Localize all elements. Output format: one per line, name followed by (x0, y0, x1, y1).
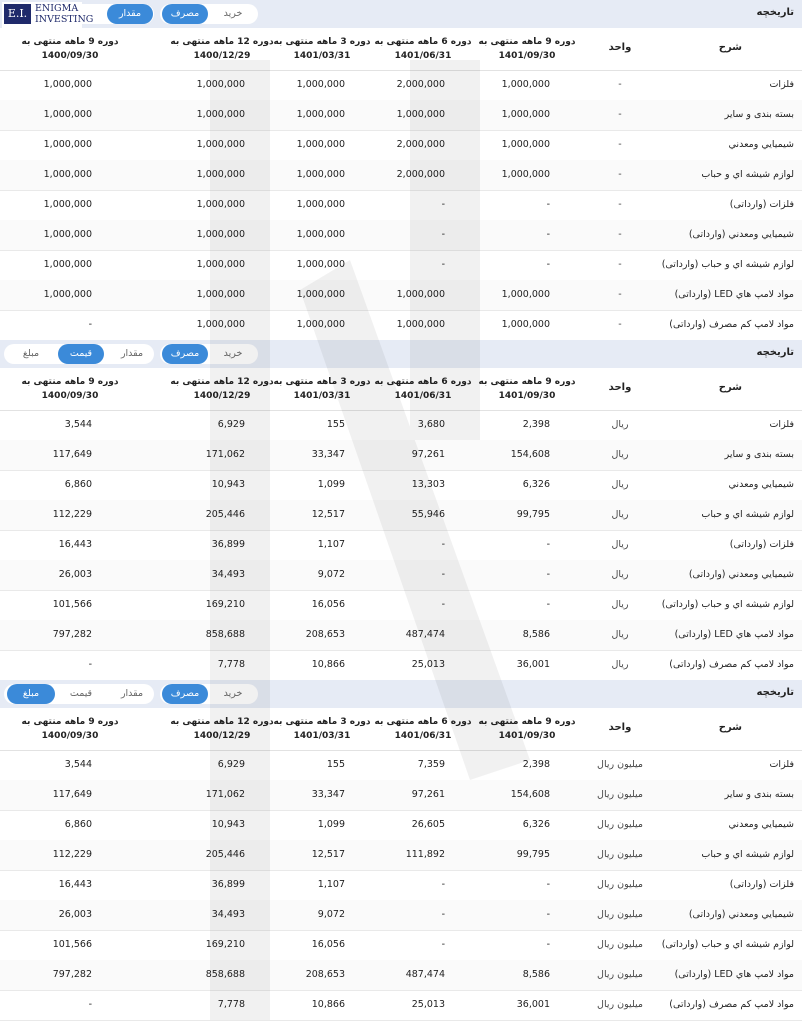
row-value: - (546, 199, 550, 210)
row-value: 858,688 (205, 969, 245, 980)
table-row (0, 130, 802, 161)
row-value: 10,866 (311, 999, 345, 1010)
row-value: 36,899 (211, 879, 245, 890)
table-header (0, 708, 802, 751)
row-value: 2,398 (522, 759, 550, 770)
row-value: 1,000,000 (43, 109, 92, 120)
col-period: دوره 9 ماهه منتهی به 1400/09/30 (21, 37, 119, 61)
row-value: 25,013 (411, 659, 445, 670)
tab-metric-2[interactable]: مبلغ (7, 684, 55, 704)
row-value: 97,261 (411, 449, 445, 460)
row-value: 1,000,000 (501, 139, 550, 150)
row-value: 797,282 (52, 969, 92, 980)
row-value: - (441, 539, 445, 550)
row-value: 797,282 (52, 629, 92, 640)
row-unit: میلیون ریال (597, 789, 643, 800)
col-period: دوره 6 ماهه منتهی به 1401/06/31 (374, 717, 472, 741)
row-value: 1,000,000 (196, 79, 245, 90)
type-toggle (160, 4, 258, 24)
row-desc: شيميايي ومعدني (728, 139, 794, 150)
type-toggle (160, 344, 258, 364)
panel-header (0, 0, 802, 28)
row-desc: شيميايي ومعدني (وارداتی) (688, 909, 794, 920)
row-value: - (546, 569, 550, 580)
history-panel (0, 680, 802, 1020)
row-value: 6,326 (522, 479, 550, 490)
row-value: 858,688 (205, 629, 245, 640)
tab-metric-2[interactable]: مبلغ (22, 348, 40, 359)
row-value: - (441, 939, 445, 950)
row-desc: لوازم شيشه اي و حباب (وارداتی) (661, 259, 794, 270)
row-desc: شيميايي ومعدني (وارداتی) (688, 229, 794, 240)
tab-type-1[interactable]: مصرف (162, 4, 208, 24)
row-desc: فلزات (769, 79, 794, 90)
row-unit: - (618, 259, 622, 270)
logo-mark: E.I. (4, 4, 31, 24)
row-value: - (441, 879, 445, 890)
row-unit: میلیون ریال (597, 879, 643, 890)
row-value: 1,000,000 (296, 109, 345, 120)
row-value: 34,493 (211, 569, 245, 580)
row-value: - (441, 599, 445, 610)
row-value: 26,003 (58, 909, 92, 920)
row-desc: شيميايي ومعدني (728, 479, 794, 490)
row-desc: مواد لامپ کم مصرف (وارداتی) (669, 659, 794, 670)
row-value: 55,946 (411, 509, 445, 520)
row-unit: ریال (611, 449, 629, 460)
row-value: 1,000,000 (196, 109, 245, 120)
row-value: 117,649 (52, 449, 92, 460)
row-value: 6,860 (64, 819, 92, 830)
col-period: دوره 12 ماهه منتهی به 1400/12/29 (170, 377, 274, 401)
row-value: 2,000,000 (396, 139, 445, 150)
table-row (0, 810, 802, 841)
row-value: 99,795 (516, 849, 550, 860)
row-value: 1,000,000 (501, 169, 550, 180)
row-value: 1,000,000 (296, 139, 345, 150)
table-row (0, 560, 802, 591)
col-period: دوره 9 ماهه منتهی به 1401/09/30 (478, 377, 576, 401)
row-value: 154,608 (510, 789, 550, 800)
table-row (0, 190, 802, 221)
col-period: دوره 9 ماهه منتهی به 1401/09/30 (478, 37, 576, 61)
row-unit: ریال (611, 629, 629, 640)
col-unit: واحد (608, 382, 632, 393)
col-period: دوره 6 ماهه منتهی به 1401/06/31 (374, 377, 472, 401)
row-value: 1,000,000 (501, 109, 550, 120)
row-value: 1,099 (317, 479, 345, 490)
row-unit: - (618, 169, 622, 180)
row-value: 1,000,000 (501, 289, 550, 300)
col-desc: شرح (718, 42, 742, 53)
row-value: 1,000,000 (43, 259, 92, 270)
row-desc: لوازم شيشه اي و حباب (وارداتی) (661, 599, 794, 610)
row-unit: ریال (611, 659, 629, 670)
row-value: 1,000,000 (196, 199, 245, 210)
row-value: 1,000,000 (196, 139, 245, 150)
row-value: 205,446 (205, 509, 245, 520)
row-desc: لوازم شيشه اي و حباب (701, 169, 794, 180)
logo (2, 2, 94, 28)
tab-type-0[interactable]: خرید (223, 688, 243, 699)
row-value: 208,653 (305, 969, 345, 980)
row-value: 6,860 (64, 479, 92, 490)
row-value: 169,210 (205, 939, 245, 950)
row-value: 171,062 (205, 449, 245, 460)
row-unit: میلیون ریال (597, 819, 643, 830)
table-row (0, 310, 802, 341)
col-period: دوره 12 ماهه منتهی به 1400/12/29 (170, 717, 274, 741)
table-row (0, 470, 802, 501)
row-value: 112,229 (52, 509, 92, 520)
col-period: دوره 3 ماهه منتهی به 1401/03/31 (273, 377, 371, 401)
row-unit: - (618, 319, 622, 330)
row-value: 12,517 (311, 509, 345, 520)
row-value: - (546, 879, 550, 890)
table-header (0, 28, 802, 71)
row-value: 33,347 (311, 789, 345, 800)
row-value: 1,000,000 (396, 319, 445, 330)
row-value: 16,443 (58, 879, 92, 890)
table-row (0, 440, 802, 471)
row-value: - (441, 259, 445, 270)
row-value: 1,000,000 (296, 319, 345, 330)
table-row (0, 220, 802, 251)
tab-metric-0[interactable]: مقدار (120, 688, 144, 699)
row-value: 10,866 (311, 659, 345, 670)
row-desc: مواد لامپ هاي LED (وارداتی) (674, 289, 794, 300)
table-row (0, 280, 802, 311)
row-value: - (546, 229, 550, 240)
row-unit: ریال (611, 419, 629, 430)
table-row (0, 500, 802, 531)
table-header (0, 368, 802, 411)
col-period: دوره 9 ماهه منتهی به 1400/09/30 (21, 717, 119, 741)
row-value: 1,000,000 (43, 289, 92, 300)
row-value: - (88, 319, 92, 330)
col-period: دوره 9 ماهه منتهی به 1400/09/30 (21, 377, 119, 401)
row-value: 155 (326, 419, 345, 430)
row-value: 13,303 (411, 479, 445, 490)
table-row (0, 870, 802, 901)
row-desc: فلزات (769, 419, 794, 430)
table-row (0, 780, 802, 811)
row-value: 1,000,000 (196, 229, 245, 240)
row-value: 171,062 (205, 789, 245, 800)
row-value: 1,099 (317, 819, 345, 830)
row-unit: میلیون ریال (597, 759, 643, 770)
row-value: 112,229 (52, 849, 92, 860)
table-row (0, 930, 802, 961)
col-unit: واحد (608, 42, 632, 53)
row-unit: - (618, 229, 622, 240)
col-desc: شرح (718, 722, 742, 733)
row-value: 8,586 (522, 969, 550, 980)
row-unit: - (618, 139, 622, 150)
type-toggle (160, 684, 258, 704)
row-value: 26,605 (411, 819, 445, 830)
row-value: 16,056 (311, 939, 345, 950)
row-value: - (88, 659, 92, 670)
row-desc: مواد لامپ هاي LED (وارداتی) (674, 969, 794, 980)
row-value: 1,000,000 (196, 169, 245, 180)
panel-title: تاریخچه (756, 687, 794, 698)
row-value: 1,000,000 (296, 259, 345, 270)
panel-header (0, 340, 802, 368)
row-value: 155 (326, 759, 345, 770)
row-value: 34,493 (211, 909, 245, 920)
row-value: - (441, 569, 445, 580)
history-panel (0, 0, 802, 340)
row-value: 1,000,000 (296, 169, 345, 180)
row-unit: ریال (611, 539, 629, 550)
logo-line2: INVESTING (35, 14, 94, 25)
row-unit: ریال (611, 599, 629, 610)
panel-header (0, 680, 802, 708)
row-unit: میلیون ریال (597, 999, 643, 1010)
row-unit: میلیون ریال (597, 969, 643, 980)
row-value: 6,929 (217, 759, 245, 770)
row-unit: - (618, 79, 622, 90)
row-value: 1,000,000 (501, 79, 550, 90)
row-value: 2,000,000 (396, 79, 445, 90)
table-row (0, 250, 802, 281)
col-period: دوره 3 ماهه منتهی به 1401/03/31 (273, 37, 371, 61)
table-row (0, 960, 802, 991)
tab-type-1[interactable]: مصرف (162, 684, 208, 704)
row-value: 1,000,000 (396, 109, 445, 120)
panel-title: تاریخچه (756, 347, 794, 358)
row-value: 7,778 (217, 659, 245, 670)
row-value: 36,001 (516, 999, 550, 1010)
table-row (0, 160, 802, 191)
row-desc: بسته بندی و سایر (724, 789, 794, 800)
row-value: 10,943 (211, 819, 245, 830)
row-value: 1,000,000 (296, 229, 345, 240)
col-period: دوره 12 ماهه منتهی به 1400/12/29 (170, 37, 274, 61)
tab-metric-1[interactable]: قیمت (69, 688, 93, 699)
table-row (0, 900, 802, 931)
row-desc: مواد لامپ هاي LED (وارداتی) (674, 629, 794, 640)
row-unit: - (618, 289, 622, 300)
row-value: 3,544 (64, 419, 92, 430)
row-value: 9,072 (317, 569, 345, 580)
row-value: 111,892 (405, 849, 445, 860)
table-row (0, 410, 802, 441)
col-period: دوره 9 ماهه منتهی به 1401/09/30 (478, 717, 576, 741)
row-value: 1,000,000 (196, 289, 245, 300)
row-value: 1,000,000 (196, 259, 245, 270)
tab-metric-0[interactable]: مقدار (107, 4, 153, 24)
tab-type-0[interactable]: خرید (223, 348, 243, 359)
table-row (0, 840, 802, 871)
row-unit: ریال (611, 509, 629, 520)
row-unit: ریال (611, 479, 629, 490)
row-value: 101,566 (52, 939, 92, 950)
row-value: 1,000,000 (43, 169, 92, 180)
metric-toggle (4, 684, 154, 704)
row-value: 208,653 (305, 629, 345, 640)
row-value: 101,566 (52, 599, 92, 610)
row-value: - (441, 909, 445, 920)
row-value: 36,001 (516, 659, 550, 670)
metric-toggle (4, 344, 154, 364)
row-unit: میلیون ریال (597, 849, 643, 860)
logo-line1: ENIGMA (35, 3, 79, 14)
row-value: 1,000,000 (43, 199, 92, 210)
col-period: دوره 3 ماهه منتهی به 1401/03/31 (273, 717, 371, 741)
table-row (0, 750, 802, 781)
row-value: - (546, 539, 550, 550)
row-value: 9,072 (317, 909, 345, 920)
tab-type-1[interactable]: مصرف (162, 344, 208, 364)
row-value: 1,000,000 (501, 319, 550, 330)
row-value: - (441, 229, 445, 240)
row-value: 10,943 (211, 479, 245, 490)
row-value: 1,000,000 (43, 139, 92, 150)
row-value: 26,003 (58, 569, 92, 580)
row-value: 97,261 (411, 789, 445, 800)
row-value: - (546, 259, 550, 270)
row-value: 1,107 (317, 539, 345, 550)
table-row (0, 590, 802, 621)
row-value: 2,398 (522, 419, 550, 430)
row-value: 6,326 (522, 819, 550, 830)
row-value: 3,680 (417, 419, 445, 430)
row-desc: فلزات (وارداتی) (729, 879, 794, 890)
row-desc: فلزات (وارداتی) (729, 539, 794, 550)
row-value: 1,000,000 (396, 289, 445, 300)
row-value: 33,347 (311, 449, 345, 460)
row-value: 36,899 (211, 539, 245, 550)
row-value: 169,210 (205, 599, 245, 610)
row-desc: شيميايي ومعدني (728, 819, 794, 830)
row-value: 1,107 (317, 879, 345, 890)
row-value: 2,000,000 (396, 169, 445, 180)
row-value: 487,474 (405, 969, 445, 980)
row-value: 1,000,000 (43, 79, 92, 90)
row-value: 117,649 (52, 789, 92, 800)
row-value: - (546, 939, 550, 950)
row-desc: بسته بندی و سایر (724, 449, 794, 460)
row-value: - (88, 999, 92, 1010)
row-unit: میلیون ریال (597, 909, 643, 920)
row-desc: شيميايي ومعدني (وارداتی) (688, 569, 794, 580)
panel-title: تاریخچه (756, 7, 794, 18)
logo-text (35, 3, 93, 25)
row-value: 16,056 (311, 599, 345, 610)
row-unit: میلیون ریال (597, 939, 643, 950)
row-value: 25,013 (411, 999, 445, 1010)
row-unit: - (618, 109, 622, 120)
row-value: 12,517 (311, 849, 345, 860)
row-value: 154,608 (510, 449, 550, 460)
row-unit: - (618, 199, 622, 210)
row-value: 7,778 (217, 999, 245, 1010)
table-row (0, 70, 802, 101)
row-value: 3,544 (64, 759, 92, 770)
row-value: 99,795 (516, 509, 550, 520)
table-row (0, 530, 802, 561)
row-value: - (546, 599, 550, 610)
tab-type-0[interactable]: خرید (223, 8, 243, 19)
row-value: 1,000,000 (296, 199, 345, 210)
row-value: 205,446 (205, 849, 245, 860)
table-row (0, 990, 802, 1021)
history-panel (0, 340, 802, 680)
tab-metric-0[interactable]: مقدار (120, 348, 144, 359)
row-desc: لوازم شيشه اي و حباب (وارداتی) (661, 939, 794, 950)
col-unit: واحد (608, 722, 632, 733)
table-row (0, 100, 802, 131)
row-value: 6,929 (217, 419, 245, 430)
row-value: - (441, 199, 445, 210)
row-unit: ریال (611, 569, 629, 580)
row-desc: لوازم شيشه اي و حباب (701, 509, 794, 520)
row-desc: فلزات (وارداتی) (729, 199, 794, 210)
table-row (0, 650, 802, 681)
col-period: دوره 6 ماهه منتهی به 1401/06/31 (374, 37, 472, 61)
tab-metric-1[interactable]: قیمت (58, 344, 104, 364)
row-value: 8,586 (522, 629, 550, 640)
row-desc: فلزات (769, 759, 794, 770)
col-desc: شرح (718, 382, 742, 393)
row-value: 16,443 (58, 539, 92, 550)
row-desc: مواد لامپ کم مصرف (وارداتی) (669, 999, 794, 1010)
row-desc: بسته بندی و سایر (724, 109, 794, 120)
row-value: - (546, 909, 550, 920)
table-row (0, 620, 802, 651)
row-value: 487,474 (405, 629, 445, 640)
row-value: 1,000,000 (196, 319, 245, 330)
row-desc: لوازم شيشه اي و حباب (701, 849, 794, 860)
row-desc: مواد لامپ کم مصرف (وارداتی) (669, 319, 794, 330)
row-value: 1,000,000 (296, 289, 345, 300)
row-value: 7,359 (417, 759, 445, 770)
row-value: 1,000,000 (43, 229, 92, 240)
row-value: 1,000,000 (296, 79, 345, 90)
